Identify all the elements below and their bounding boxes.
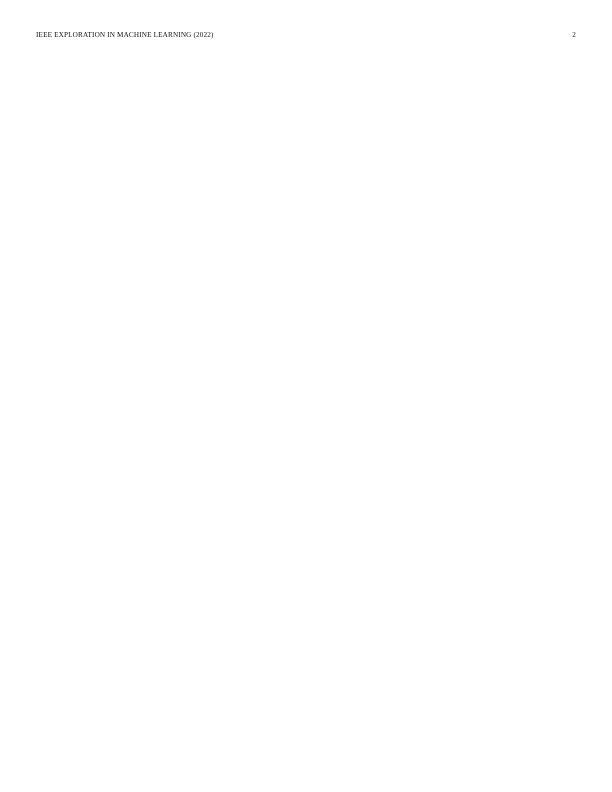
right-column (314, 55, 576, 783)
page-number: 2 (572, 31, 576, 39)
left-column (36, 55, 298, 783)
journal-title: IEEE EXPLORATION IN MACHINE LEARNING (2022) (36, 31, 214, 39)
running-header (36, 29, 576, 41)
